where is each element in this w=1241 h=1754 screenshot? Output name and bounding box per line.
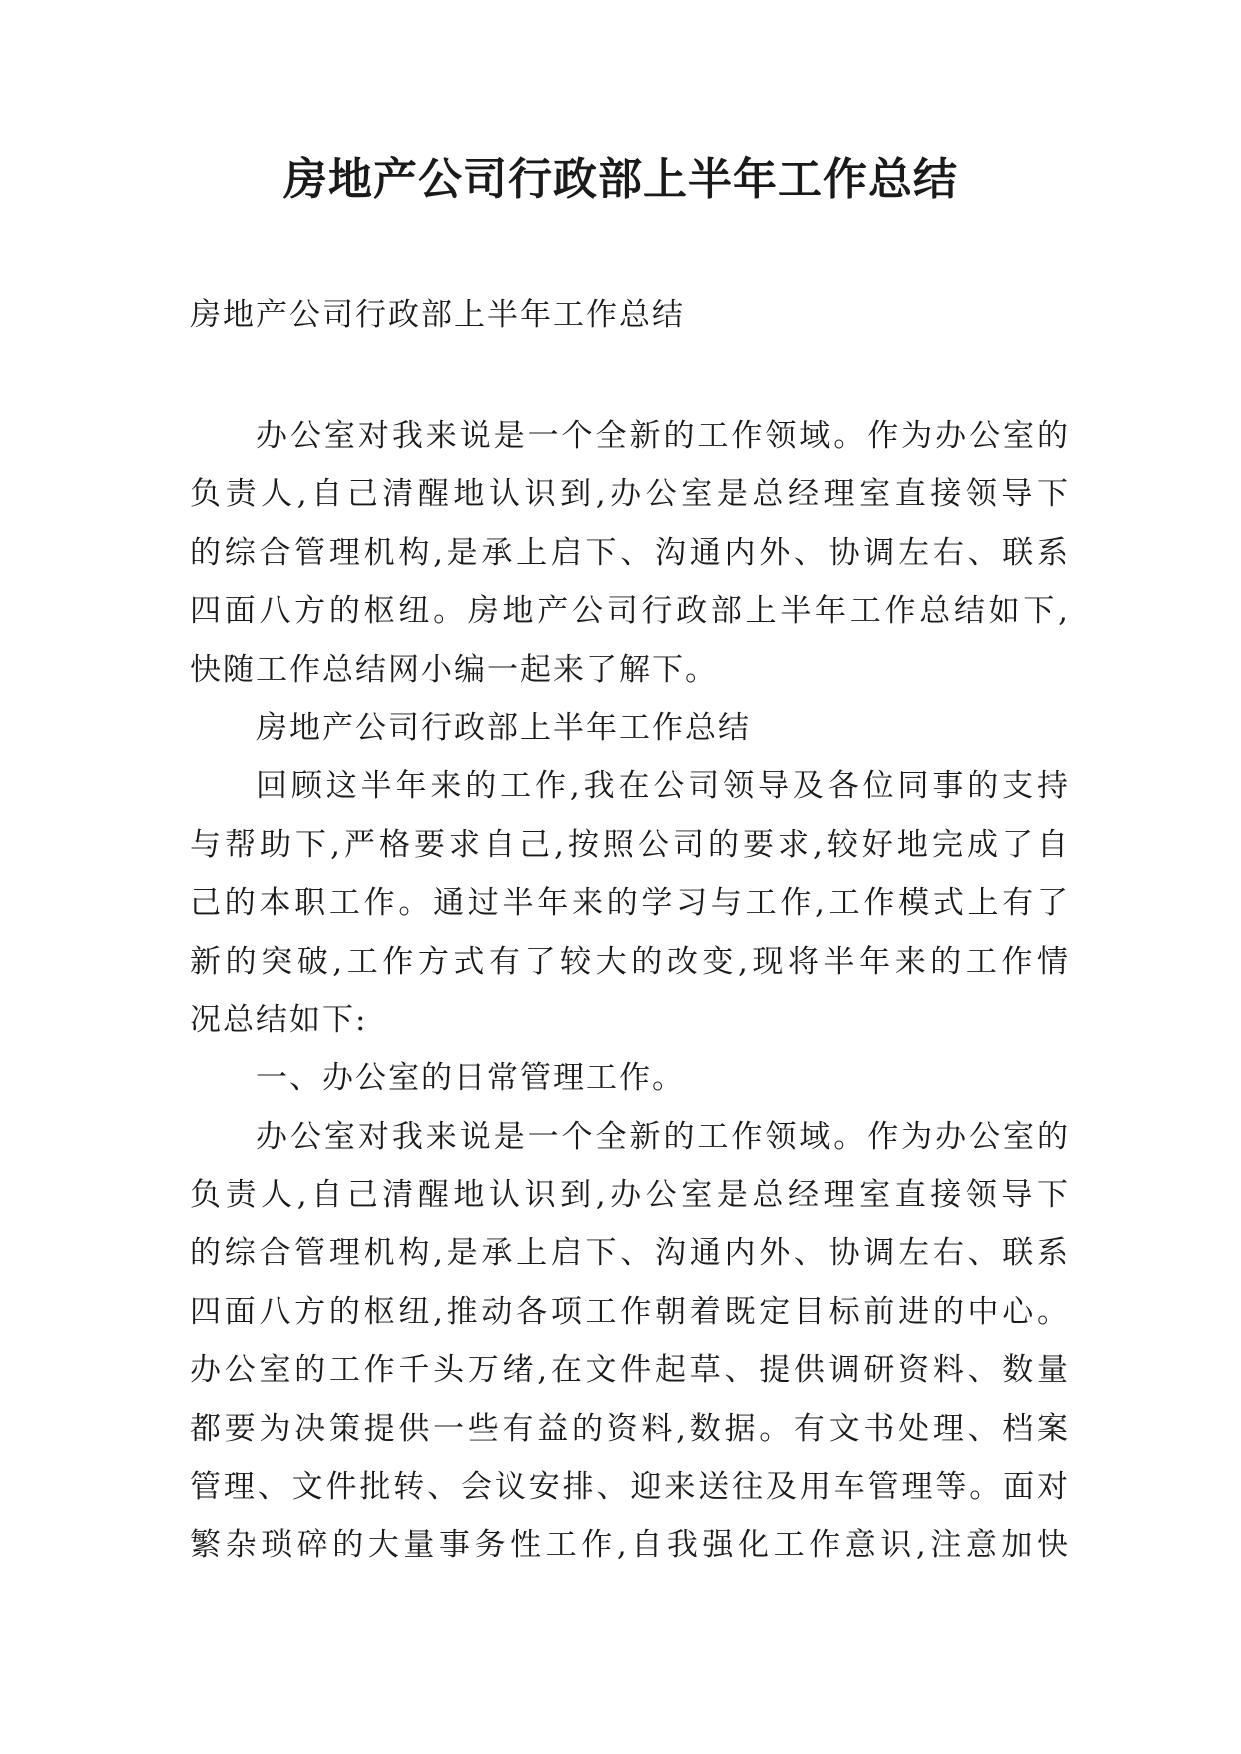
document-body — [190, 407, 1070, 1575]
document-title: 房地产公司行政部上半年工作总结 — [283, 154, 958, 205]
paragraph-line: 管理、文件批转、会议安排、迎来送往及用车管理等。面对 — [190, 1469, 1070, 1506]
paragraph-line: 快随工作总结网小编一起来了解下。 — [190, 651, 718, 688]
paragraph-line: 与帮助下,严格要求自己,按照公司的要求,较好地完成了自 — [190, 826, 1070, 863]
document-subtitle: 房地产公司行政部上半年工作总结 — [190, 297, 685, 333]
paragraph-line: 都要为决策提供一些有益的资料,数据。有文书处理、档案 — [190, 1410, 1070, 1447]
paragraph-line: 负责人,自己清醒地认识到,办公室是总经理室直接领导下 — [190, 476, 1070, 513]
paragraph-line: 回顾这半年来的工作,我在公司领导及各位同事的支持 — [256, 768, 1070, 805]
paragraph-line: 的综合管理机构,是承上启下、沟通内外、协调左右、联系 — [190, 1235, 1070, 1272]
paragraph-line: 办公室的工作千头万绪,在文件起草、提供调研资料、数量 — [190, 1352, 1070, 1389]
paragraph-line: 办公室对我来说是一个全新的工作领域。作为办公室的 — [256, 1118, 1070, 1155]
paragraph-line: 办公室对我来说是一个全新的工作领域。作为办公室的 — [256, 418, 1070, 454]
paragraph-line: 新的突破,工作方式有了较大的改变,现将半年来的工作情 — [190, 943, 1070, 980]
paragraph-line: 四面八方的枢纽。房地产公司行政部上半年工作总结如下, — [190, 593, 1070, 630]
paragraph-line: 繁杂琐碎的大量事务性工作,自我强化工作意识,注意加快 — [190, 1527, 1070, 1564]
paragraph-line: 四面八方的枢纽,推动各项工作朝着既定目标前进的中心。 — [190, 1293, 1070, 1330]
section-heading: 房地产公司行政部上半年工作总结 — [256, 709, 751, 746]
paragraph-line: 的综合管理机构,是承上启下、沟通内外、协调左右、联系 — [190, 534, 1070, 571]
paragraph-line: 己的本职工作。通过半年来的学习与工作,工作模式上有了 — [190, 885, 1070, 922]
section-heading: 一、办公室的日常管理工作。 — [256, 1060, 685, 1097]
paragraph-line: 负责人,自己清醒地认识到,办公室是总经理室直接领导下 — [190, 1177, 1070, 1214]
paragraph-line: 况总结如下: — [190, 1001, 368, 1038]
